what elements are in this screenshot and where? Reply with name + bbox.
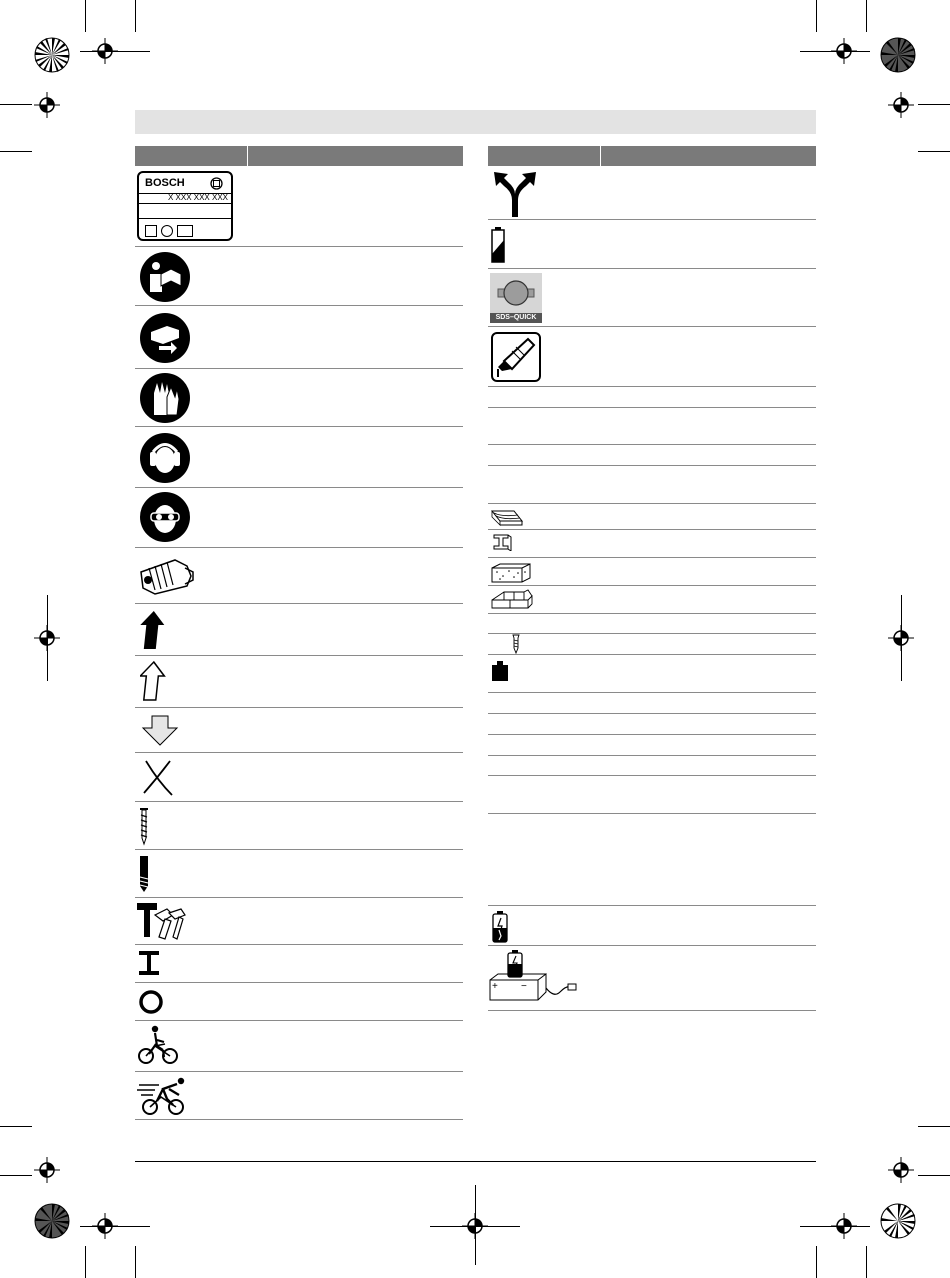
table-row-divider	[488, 633, 816, 634]
table-row-divider	[488, 613, 816, 614]
chuck-icon	[135, 552, 197, 596]
crop-mark	[800, 51, 870, 52]
weight-icon	[490, 660, 510, 682]
crop-mark	[80, 1226, 150, 1227]
table-row-divider	[488, 326, 816, 327]
crop-mark	[0, 1126, 32, 1127]
table-row-divider	[488, 268, 816, 269]
plate-circle-mark	[161, 225, 173, 237]
steel-icon	[492, 533, 512, 551]
table-header-left	[135, 146, 463, 166]
charger-plus-label: +	[492, 981, 498, 992]
table-row-divider	[488, 503, 816, 504]
table-row-divider	[135, 426, 463, 427]
brick-icon	[490, 588, 534, 610]
plate-rule	[139, 218, 231, 219]
page-header-band	[135, 110, 816, 134]
table-row-divider	[135, 897, 463, 898]
table-row-divider	[488, 585, 816, 586]
table-row-divider	[488, 813, 816, 814]
crop-mark	[918, 1126, 950, 1127]
wood-icon	[490, 507, 524, 527]
crop-mark	[80, 51, 150, 52]
table-row-divider	[488, 1010, 816, 1011]
crop-mark	[47, 595, 48, 681]
crop-mark	[0, 104, 32, 105]
battery-level-icon	[490, 226, 508, 264]
registration-target-icon	[888, 1157, 914, 1183]
crop-mark	[816, 1246, 817, 1278]
crop-mark	[135, 0, 136, 32]
table-row-divider	[488, 905, 816, 906]
arrow-down-icon	[141, 714, 179, 746]
color-starburst-icon	[34, 37, 70, 73]
table-row-divider	[488, 444, 816, 445]
table-row-divider	[488, 407, 816, 408]
registration-target-icon	[34, 1157, 60, 1183]
crop-mark	[918, 104, 950, 105]
table-row-divider	[135, 707, 463, 708]
charger-icon	[488, 948, 580, 1006]
ear-protection-icon	[137, 432, 193, 484]
table-row-divider	[135, 603, 463, 604]
brand-label: BOSCH	[145, 177, 185, 189]
color-starburst-icon	[34, 1203, 70, 1239]
table-row-divider	[135, 655, 463, 656]
table-header-right	[488, 146, 816, 166]
chuck-front-icon	[492, 275, 540, 311]
crop-mark	[85, 1246, 86, 1278]
column-divider	[247, 146, 248, 166]
crop-mark	[816, 0, 817, 32]
table-row-divider	[135, 982, 463, 983]
charger-drawing	[488, 948, 580, 1006]
color-starburst-icon	[880, 1203, 916, 1239]
cyclist-icon	[137, 1024, 181, 1066]
table-row-divider	[488, 465, 816, 466]
screw-icon	[137, 806, 151, 846]
table-row-divider	[135, 368, 463, 369]
plate-square-mark	[145, 225, 157, 237]
drill-bit-icon	[137, 854, 151, 894]
crop-mark	[901, 595, 902, 681]
charger-minus-label: −	[521, 981, 527, 992]
table-row-divider	[488, 945, 816, 946]
crop-mark	[866, 1246, 867, 1278]
crop-mark	[918, 1175, 950, 1176]
battery-charge-icon	[490, 910, 510, 944]
i-beam-icon	[138, 949, 160, 977]
masonry-icon	[490, 562, 532, 584]
table-row-divider	[488, 713, 816, 714]
part-number: X XXX XXX XXX	[167, 193, 228, 202]
racing-cyclist-icon	[137, 1075, 189, 1117]
table-row-divider	[135, 752, 463, 753]
column-divider	[600, 146, 601, 166]
grease-tube-icon	[490, 331, 542, 383]
crop-mark	[85, 0, 86, 32]
table-row-divider	[135, 944, 463, 945]
table-row-divider	[135, 547, 463, 548]
crop-mark	[800, 1226, 870, 1227]
table-row-divider	[135, 305, 463, 306]
read-manual-icon	[137, 252, 193, 302]
circle-icon	[138, 988, 166, 1016]
crop-mark	[0, 151, 32, 152]
table-row-divider	[488, 654, 816, 655]
crop-mark	[0, 1175, 32, 1176]
sds-quick-label: SDS–QUICK	[495, 314, 537, 321]
table-row-divider	[488, 529, 816, 530]
gloves-icon	[137, 373, 193, 423]
eye-protection-icon	[137, 491, 193, 543]
table-row-divider	[488, 692, 816, 693]
crop-mark	[135, 1246, 136, 1278]
sds-quick-chuck-icon	[490, 273, 542, 323]
registration-target-icon	[34, 92, 60, 118]
table-row-divider	[135, 849, 463, 850]
fork-arrow-icon	[488, 170, 542, 218]
carry-case-icon	[137, 312, 193, 364]
table-row-divider	[488, 386, 816, 387]
arrow-up-filled-icon	[140, 609, 170, 651]
plate-rule	[139, 203, 231, 204]
table-row-divider	[135, 487, 463, 488]
table-row-divider	[135, 1020, 463, 1021]
type-plate-icon	[137, 171, 233, 241]
table-row-divider	[135, 1071, 463, 1072]
crop-mark	[475, 1185, 476, 1265]
cross-icon	[140, 757, 176, 797]
table-row-divider	[488, 734, 816, 735]
bosch-emblem-icon	[210, 177, 223, 190]
table-row-divider	[488, 775, 816, 776]
table-row-divider	[488, 219, 816, 220]
table-row-divider	[135, 246, 463, 247]
screw-small-icon	[510, 634, 522, 654]
registration-target-icon	[888, 92, 914, 118]
footer-rule	[135, 1161, 816, 1162]
arrow-up-outline-icon	[140, 660, 170, 702]
crop-mark	[866, 0, 867, 32]
hammer-icon	[135, 901, 187, 941]
table-row-divider	[488, 557, 816, 558]
table-row-divider	[488, 755, 816, 756]
table-row-divider	[135, 801, 463, 802]
plate-rect-mark	[177, 225, 193, 237]
crop-mark	[918, 151, 950, 152]
table-row-divider	[135, 1119, 463, 1120]
color-starburst-icon	[880, 37, 916, 73]
